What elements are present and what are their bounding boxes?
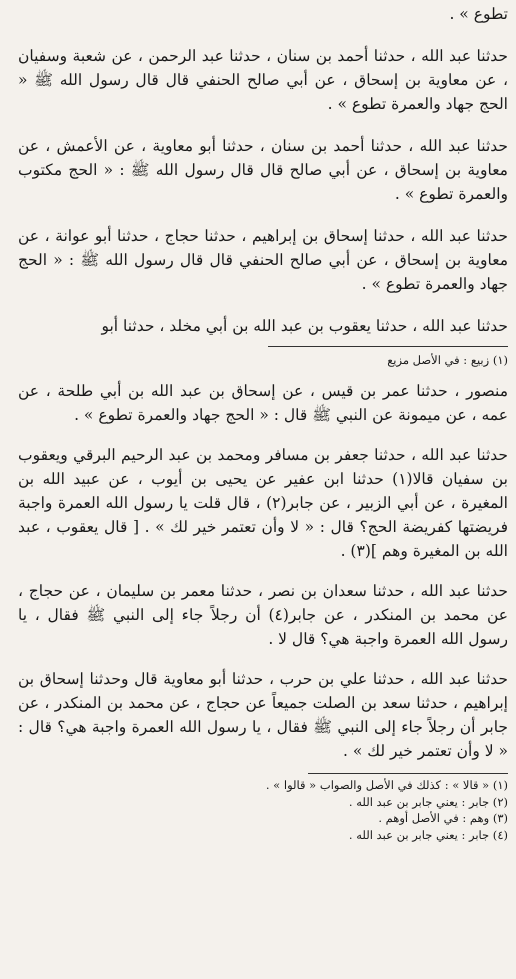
footnote: (٤) جابر : يعني جابر بن عبد الله . (348, 827, 508, 842)
footnote: (٢) جابر : يعني جابر بن عبد الله . (348, 794, 508, 809)
hadith-paragraph: حدثنا عبد الله ، حدثنا أحمد بن سنان ، حدثنا أبو معاوية ، عن الأعمش ، عن معاوية بن إسحاق ، عن أبي صالح قال قال رسول الله ﷺ : « الحج مكتوب والعمرة تطوع » . (18, 137, 508, 203)
hadith-paragraph: حدثنا عبد الله ، حدثنا علي بن حرب ، حدثنا أبو معاوية قال وحدثنا إسحاق بن إبراهيم ، حدثنا سعد بن الصلت جميعاً عن حجاج ، عن محمد بن المنكدر ، عن جابر أن رجلاً جاء إلى النبي ﷺ فقال ، يا رسول الله العمرة واجبة هي؟ قال : « لا وأن تعتمر خير لك » . (18, 670, 508, 760)
footnotes (18, 777, 508, 843)
hadith-paragraph: منصور ، حدثنا عمر بن قيس ، عن إسحاق بن عبد الله بن أبي طلحة ، عن عمه ، عن ميمونة عن النبي ﷺ قال : « الحج جهاد والعمرة تطوع » . (18, 382, 508, 424)
hadith-paragraph: حدثنا عبد الله ، حدثنا إسحاق بن إبراهيم ، حدثنا حجاج ، حدثنا أبو عوانة ، عن معاوية بن إسحاق ، عن أبي صالح الحنفي قال قال رسول الله ﷺ : « الحج جهاد والعمرة تطوع » . (18, 227, 508, 293)
hadith-paragraph: تطوع » . (449, 5, 508, 23)
hadith-paragraph: حدثنا عبد الله ، حدثنا يعقوب بن عبد الله بن أبي مخلد ، حدثنا أبو (101, 317, 508, 335)
footnote-divider (308, 773, 508, 774)
footnote: (١) « قالا » : كذلك في الأصل والصواب « قالوا » . (265, 778, 508, 792)
upper-section (18, 2, 508, 369)
footnote: (١) زبيع : في الأصل مزيع (387, 353, 508, 367)
hadith-paragraph: حدثنا عبد الله ، حدثنا سعدان بن نصر ، حدثنا معمر بن سليمان ، عن حجاج ، عن محمد بن المنكدر ، عن جابر(٤) أن رجلاً جاء إلى النبي ﷺ فقال ، يا رسول الله العمرة واجبة هي؟ قال لا . (18, 582, 508, 648)
lower-section (18, 379, 508, 843)
hadith-paragraph: حدثنا عبد الله ، حدثنا جعفر بن مسافر ومحمد بن عبد الرحيم البرقي ويعقوب بن سفيان قالا(١) حدثنا ابن عفير عن يحيى بن أيوب ، عن عبيد الله بن المغيرة ، عن أبي الزبير ، عن جابر(٢) ، قال قلت يا رسول الله العمرة واجبة فريضتها كفريضة الحج؟ قال : « لا وأن تعتمر خير لك » . [ قال يعقوب ، عبد الله بن المغيرة وهم ](٣) . (18, 446, 508, 560)
footnote: (٣) وهم : في الأصل أوهم . (378, 811, 508, 825)
hadith-paragraph: حدثنا عبد الله ، حدثنا أحمد بن سنان ، حدثنا عبد الرحمن ، عن شعبة وسفيان ، عن معاوية بن إسحاق ، عن أبي صالح الحنفي قال قال رسول الله ﷺ « الحج جهاد والعمرة تطوع » . (18, 47, 508, 113)
footnote-divider (268, 346, 508, 347)
